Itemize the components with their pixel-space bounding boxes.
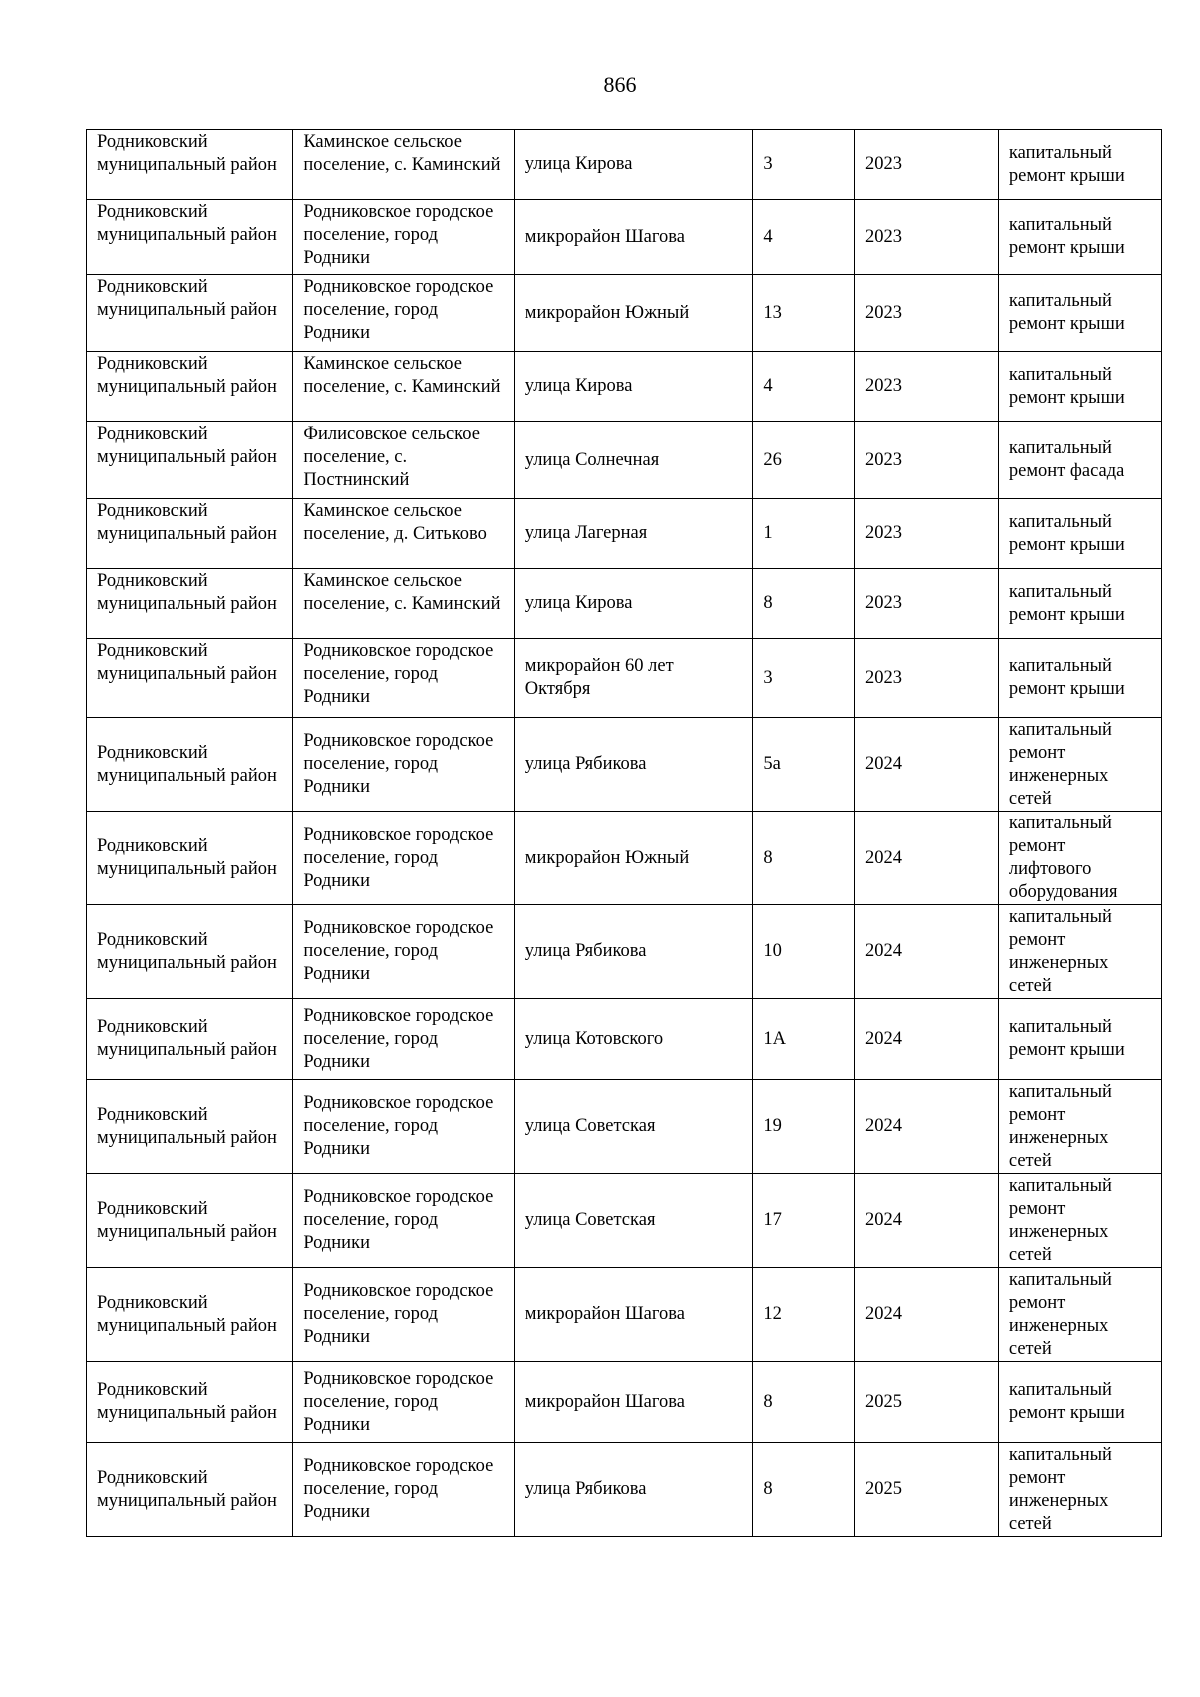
- district-cell: Родниковский муниципальный район: [87, 352, 293, 422]
- district-cell: Родниковский муниципальный район: [87, 130, 293, 200]
- district-cell: Родниковский муниципальный район: [87, 639, 293, 718]
- work-type-cell: капитальный ремонт крыши: [998, 352, 1161, 422]
- street-cell: микрорайон Шагова: [514, 1268, 753, 1362]
- table-row: [87, 999, 1162, 1080]
- register-table: [86, 129, 1162, 1537]
- work-type-cell: капитальный ремонт фасада: [998, 422, 1161, 499]
- year-cell: 2024: [854, 1268, 998, 1362]
- year-cell: 2024: [854, 999, 998, 1080]
- house-number-cell: 4: [753, 352, 855, 422]
- year-cell: 2023: [854, 569, 998, 639]
- work-type-cell: капитальный ремонт крыши: [998, 569, 1161, 639]
- table-row: [87, 905, 1162, 999]
- register-table-body: [87, 130, 1162, 1537]
- year-cell: 2024: [854, 905, 998, 999]
- table-row: [87, 1080, 1162, 1174]
- settlement-cell: Родниковское городское поселение, город Родники: [293, 905, 514, 999]
- street-cell: улица Кирова: [514, 569, 753, 639]
- settlement-cell: Родниковское городское поселение, город Родники: [293, 275, 514, 352]
- settlement-cell: Родниковское городское поселение, город Родники: [293, 639, 514, 718]
- year-cell: 2023: [854, 499, 998, 569]
- district-cell: Родниковский муниципальный район: [87, 999, 293, 1080]
- district-cell: Родниковский муниципальный район: [87, 1443, 293, 1537]
- year-cell: 2025: [854, 1362, 998, 1443]
- district-cell: Родниковский муниципальный район: [87, 812, 293, 905]
- table-row: [87, 812, 1162, 905]
- district-cell: Родниковский муниципальный район: [87, 718, 293, 812]
- work-type-cell: капитальный ремонт крыши: [998, 200, 1161, 275]
- street-cell: улица Рябикова: [514, 905, 753, 999]
- work-type-cell: капитальный ремонт лифтового оборудования: [998, 812, 1161, 905]
- work-type-cell: капитальный ремонт инженерных сетей: [998, 905, 1161, 999]
- work-type-cell: капитальный ремонт инженерных сетей: [998, 1443, 1161, 1537]
- work-type-cell: капитальный ремонт инженерных сетей: [998, 1080, 1161, 1174]
- table-row: [87, 1174, 1162, 1268]
- work-type-cell: капитальный ремонт крыши: [998, 499, 1161, 569]
- settlement-cell: Родниковское городское поселение, город Родники: [293, 718, 514, 812]
- settlement-cell: Родниковское городское поселение, город Родники: [293, 1362, 514, 1443]
- district-cell: Родниковский муниципальный район: [87, 569, 293, 639]
- work-type-cell: капитальный ремонт крыши: [998, 130, 1161, 200]
- house-number-cell: 8: [753, 812, 855, 905]
- table-row: [87, 275, 1162, 352]
- street-cell: улица Советская: [514, 1174, 753, 1268]
- table-row: [87, 499, 1162, 569]
- table-row: [87, 130, 1162, 200]
- settlement-cell: Родниковское городское поселение, город Родники: [293, 812, 514, 905]
- work-type-cell: капитальный ремонт инженерных сетей: [998, 1174, 1161, 1268]
- year-cell: 2023: [854, 639, 998, 718]
- table-row: [87, 1362, 1162, 1443]
- work-type-cell: капитальный ремонт инженерных сетей: [998, 718, 1161, 812]
- settlement-cell: Родниковское городское поселение, город Родники: [293, 1443, 514, 1537]
- table-row: [87, 200, 1162, 275]
- settlement-cell: Филисовское сельское поселение, с. Постнинский: [293, 422, 514, 499]
- house-number-cell: 8: [753, 1443, 855, 1537]
- district-cell: Родниковский муниципальный район: [87, 422, 293, 499]
- house-number-cell: 3: [753, 130, 855, 200]
- year-cell: 2024: [854, 1174, 998, 1268]
- table-row: [87, 718, 1162, 812]
- house-number-cell: 1: [753, 499, 855, 569]
- house-number-cell: 12: [753, 1268, 855, 1362]
- district-cell: Родниковский муниципальный район: [87, 499, 293, 569]
- settlement-cell: Родниковское городское поселение, город Родники: [293, 999, 514, 1080]
- street-cell: микрорайон 60 лет Октября: [514, 639, 753, 718]
- year-cell: 2024: [854, 812, 998, 905]
- house-number-cell: 1А: [753, 999, 855, 1080]
- street-cell: микрорайон Шагова: [514, 1362, 753, 1443]
- street-cell: улица Кирова: [514, 352, 753, 422]
- street-cell: улица Кирова: [514, 130, 753, 200]
- work-type-cell: капитальный ремонт крыши: [998, 275, 1161, 352]
- district-cell: Родниковский муниципальный район: [87, 1174, 293, 1268]
- district-cell: Родниковский муниципальный район: [87, 200, 293, 275]
- table-row: [87, 569, 1162, 639]
- street-cell: улица Лагерная: [514, 499, 753, 569]
- work-type-cell: капитальный ремонт крыши: [998, 639, 1161, 718]
- settlement-cell: Родниковское городское поселение, город Родники: [293, 1080, 514, 1174]
- table-row: [87, 1443, 1162, 1537]
- year-cell: 2023: [854, 422, 998, 499]
- street-cell: микрорайон Южный: [514, 812, 753, 905]
- year-cell: 2024: [854, 1080, 998, 1174]
- house-number-cell: 8: [753, 1362, 855, 1443]
- settlement-cell: Каминское сельское поселение, с. Каминский: [293, 569, 514, 639]
- settlement-cell: Каминское сельское поселение, д. Ситьково: [293, 499, 514, 569]
- house-number-cell: 26: [753, 422, 855, 499]
- year-cell: 2024: [854, 718, 998, 812]
- district-cell: Родниковский муниципальный район: [87, 1362, 293, 1443]
- table-row: [87, 639, 1162, 718]
- street-cell: микрорайон Южный: [514, 275, 753, 352]
- house-number-cell: 17: [753, 1174, 855, 1268]
- house-number-cell: 4: [753, 200, 855, 275]
- street-cell: улица Котовского: [514, 999, 753, 1080]
- settlement-cell: Родниковское городское поселение, город Родники: [293, 200, 514, 275]
- district-cell: Родниковский муниципальный район: [87, 275, 293, 352]
- table-row: [87, 422, 1162, 499]
- work-type-cell: капитальный ремонт крыши: [998, 999, 1161, 1080]
- year-cell: 2023: [854, 352, 998, 422]
- year-cell: 2025: [854, 1443, 998, 1537]
- street-cell: улица Советская: [514, 1080, 753, 1174]
- settlement-cell: Родниковское городское поселение, город Родники: [293, 1268, 514, 1362]
- table-row: [87, 1268, 1162, 1362]
- page-number: 866: [603, 72, 637, 97]
- table-row: [87, 352, 1162, 422]
- district-cell: Родниковский муниципальный район: [87, 1268, 293, 1362]
- house-number-cell: 8: [753, 569, 855, 639]
- district-cell: Родниковский муниципальный район: [87, 905, 293, 999]
- house-number-cell: 5а: [753, 718, 855, 812]
- house-number-cell: 3: [753, 639, 855, 718]
- work-type-cell: капитальный ремонт крыши: [998, 1362, 1161, 1443]
- street-cell: улица Рябикова: [514, 718, 753, 812]
- settlement-cell: Каминское сельское поселение, с. Каминский: [293, 130, 514, 200]
- year-cell: 2023: [854, 200, 998, 275]
- house-number-cell: 19: [753, 1080, 855, 1174]
- street-cell: улица Солнечная: [514, 422, 753, 499]
- house-number-cell: 10: [753, 905, 855, 999]
- district-cell: Родниковский муниципальный район: [87, 1080, 293, 1174]
- settlement-cell: Родниковское городское поселение, город Родники: [293, 1174, 514, 1268]
- work-type-cell: капитальный ремонт инженерных сетей: [998, 1268, 1161, 1362]
- year-cell: 2023: [854, 275, 998, 352]
- house-number-cell: 13: [753, 275, 855, 352]
- settlement-cell: Каминское сельское поселение, с. Каминский: [293, 352, 514, 422]
- street-cell: улица Рябикова: [514, 1443, 753, 1537]
- year-cell: 2023: [854, 130, 998, 200]
- street-cell: микрорайон Шагова: [514, 200, 753, 275]
